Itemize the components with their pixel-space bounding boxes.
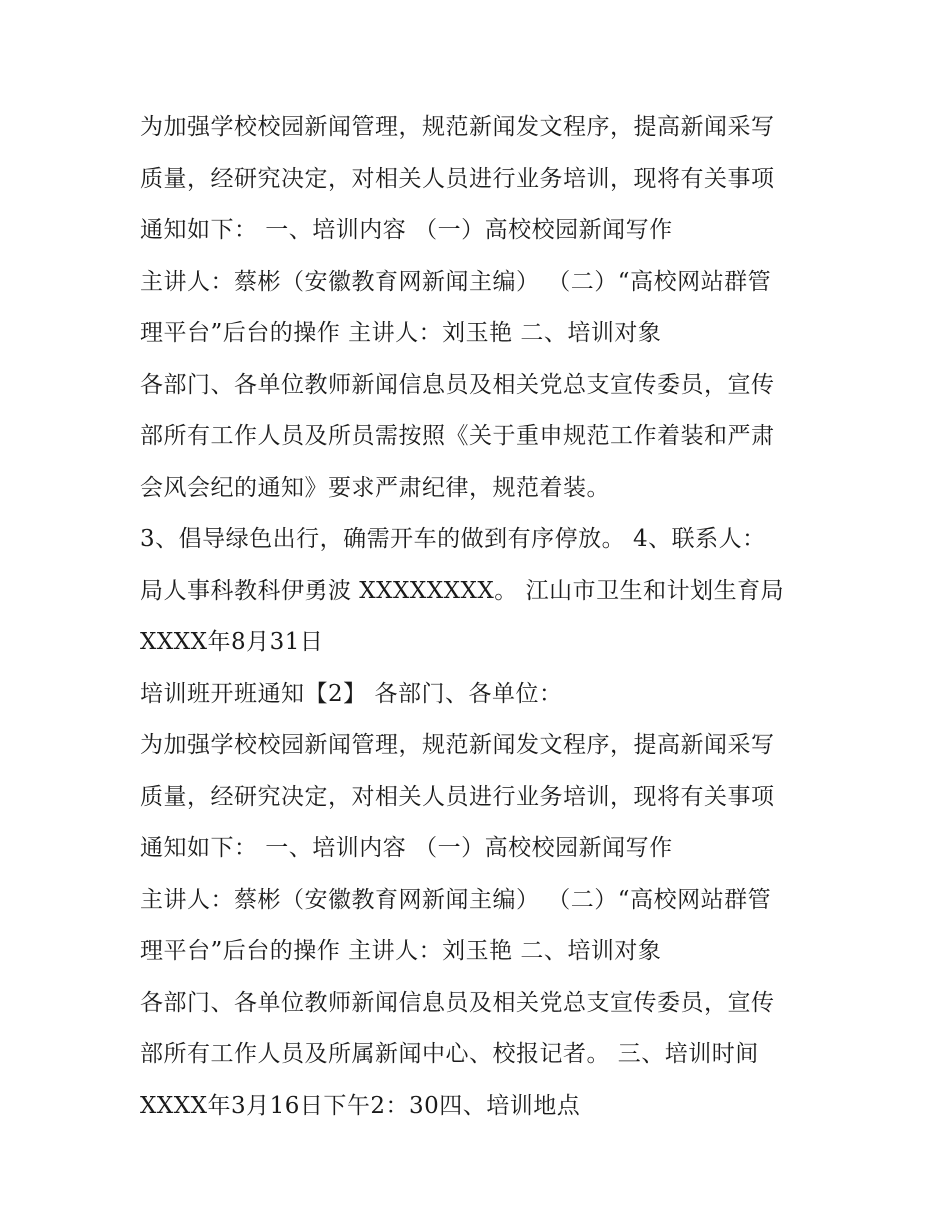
date-line: XXXX年8月31日 [140,629,324,655]
text-line: XXXX年3月16日下午2：30四、培训地点 [140,1092,581,1119]
text-line: 质量，经研究决定，对相关人员进行业务培训，现将有关事项 [140,783,775,810]
text-line: 3、倡导绿色出行，确需开车的做到有序停放。 4、联系人： [140,526,766,552]
text-line: 部所有工作人员及所属新闻中心、校报记者。 三、培训时间 [140,1041,759,1067]
text-line: 部所有工作人员及所员需按照《关于重申规范工作着装和严肃 [140,423,775,449]
text-line: 各部门、各单位教师新闻信息员及相关党总支宣传委员，宣传 [140,989,775,1016]
text-line: 通知如下： 一、培训内容 （一）高校校园新闻写作 [140,217,673,243]
text-line: 为加强学校校园新闻管理，规范新闻发文程序，提高新闻采写 [140,732,775,758]
text-line: 理平台”后台的操作 主讲人：刘玉艳 二、培训对象 [140,938,662,964]
document-body [140,102,830,1132]
text-line: 会风会纪的通知》要求严肃纪律，规范着装。 [140,474,610,501]
text-line: 主讲人：蔡彬（安徽教育网新闻主编） （二）“高校网站群管 [140,886,772,913]
text-line: 通知如下： 一、培训内容 （一）高校校园新闻写作 [140,835,673,861]
text-line: 各部门、各单位教师新闻信息员及相关党总支宣传委员，宣传 [140,371,775,398]
text-line: 为加强学校校园新闻管理，规范新闻发文程序，提高新闻采写 [140,114,775,140]
text-line: 主讲人：蔡彬（安徽教育网新闻主编） （二）“高校网站群管 [140,268,772,295]
text-line: 理平台”后台的操作 主讲人：刘玉艳 二、培训对象 [140,320,662,346]
text-line: 局人事科教科伊勇波 XXXXXXXX。 江山市卫生和计划生育局 [140,577,785,604]
text-line: 质量，经研究决定，对相关人员进行业务培训，现将有关事项 [140,165,775,192]
notice-heading: 培训班开班通知【2】 各部门、各单位： [140,680,563,707]
